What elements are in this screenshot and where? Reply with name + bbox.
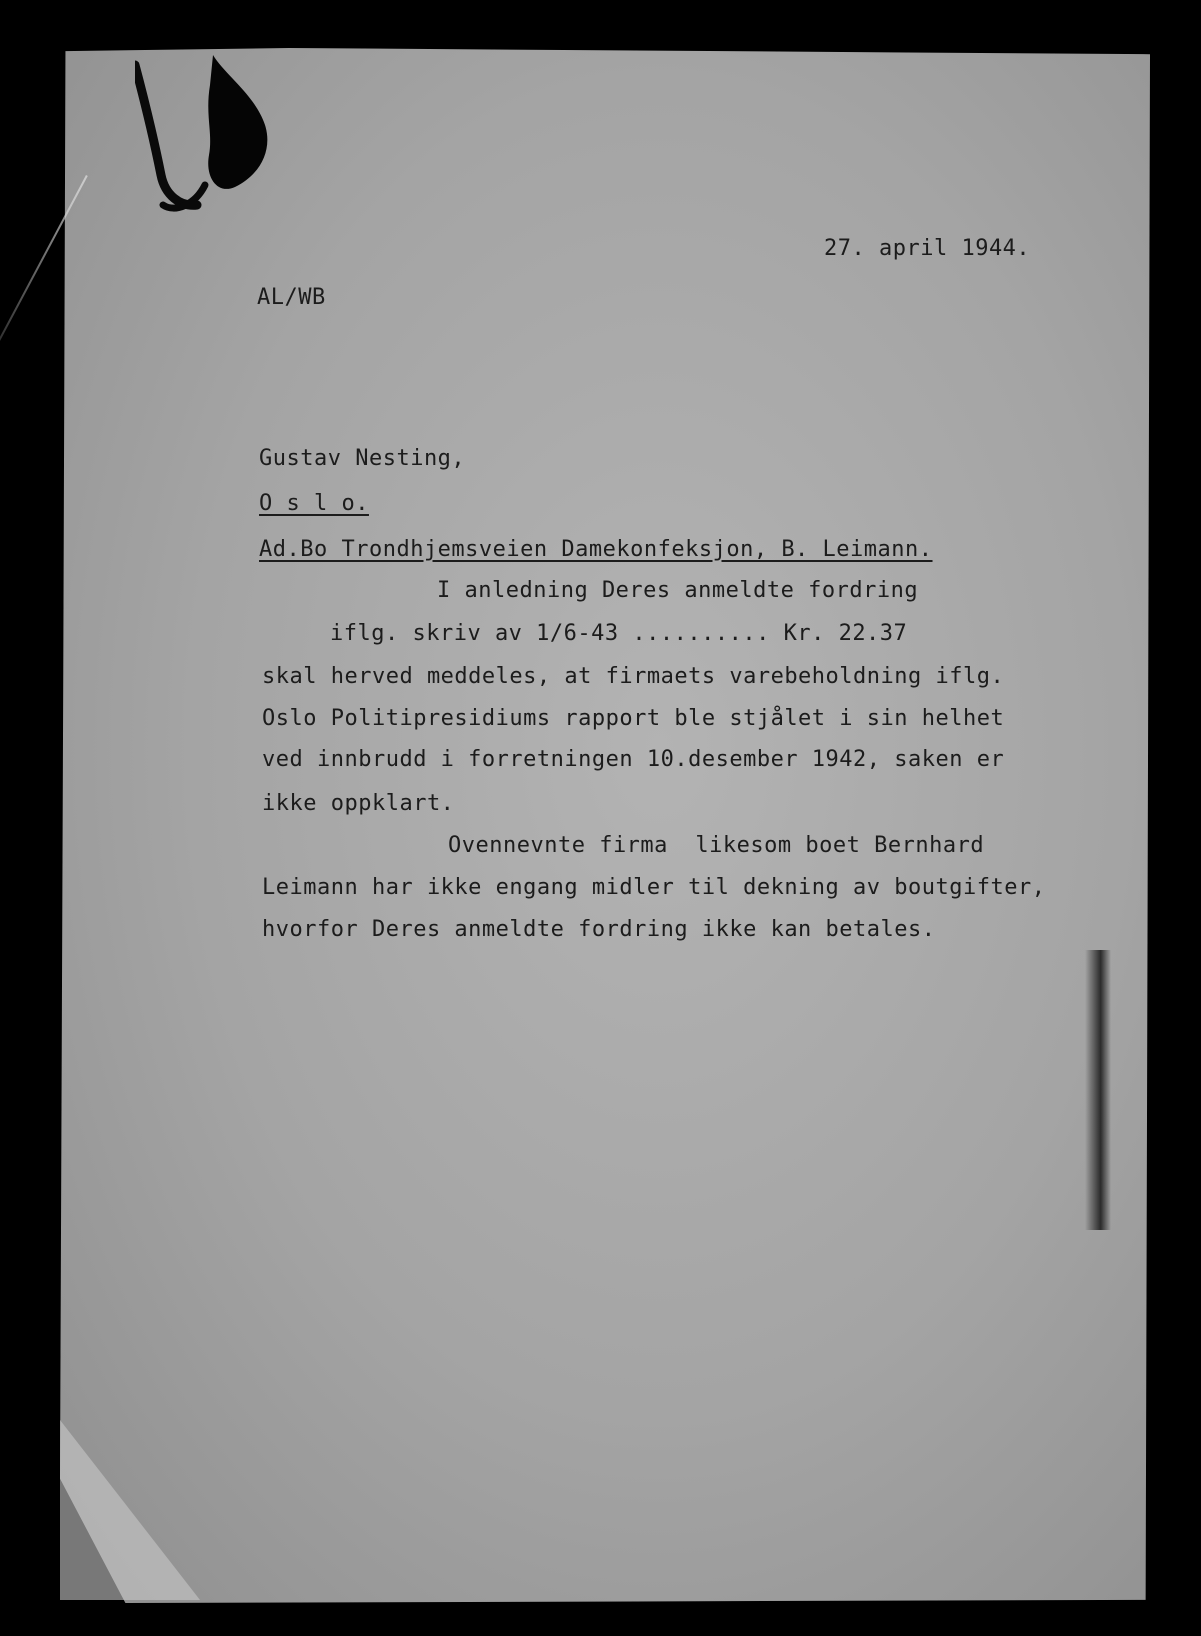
ink-stain: [135, 55, 275, 215]
body-line-4: Oslo Politipresidiums rapport ble stjålet i sin helhet: [262, 706, 1005, 731]
recipient-city: O s l o.: [259, 491, 369, 516]
body-line-6: ikke oppklart.: [262, 791, 455, 816]
body-line-8: Leimann har ikke engang midler til dekning av boutgifter,: [262, 875, 1046, 900]
reference-code: AL/WB: [257, 285, 326, 310]
body-line-3: skal herved meddeles, at firmaets varebeholdning iflg.: [262, 664, 1005, 689]
body-line-5: ved innbrudd i forretningen 10.desember 1942, saken er: [262, 747, 1005, 772]
body-line-2: iflg. skriv av 1/6-43 .......... Kr. 22.37: [330, 621, 908, 646]
body-line-9: hvorfor Deres anmeldte fordring ikke kan betales.: [262, 917, 936, 942]
body-line-7: Ovennevnte firma likesom boet Bernhard: [448, 833, 985, 858]
letter-date: 27. april 1944.: [824, 236, 1031, 261]
body-line-1: I anledning Deres anmeldte fordring: [437, 578, 919, 603]
recipient-name: Gustav Nesting,: [259, 446, 466, 471]
corner-fold: [60, 1420, 200, 1600]
letter-subject: Ad.Bo Trondhjemsveien Damekonfeksjon, B. Leimann.: [259, 537, 933, 562]
paper-sheet: [60, 48, 1150, 1603]
edge-shadow: [1085, 950, 1111, 1230]
